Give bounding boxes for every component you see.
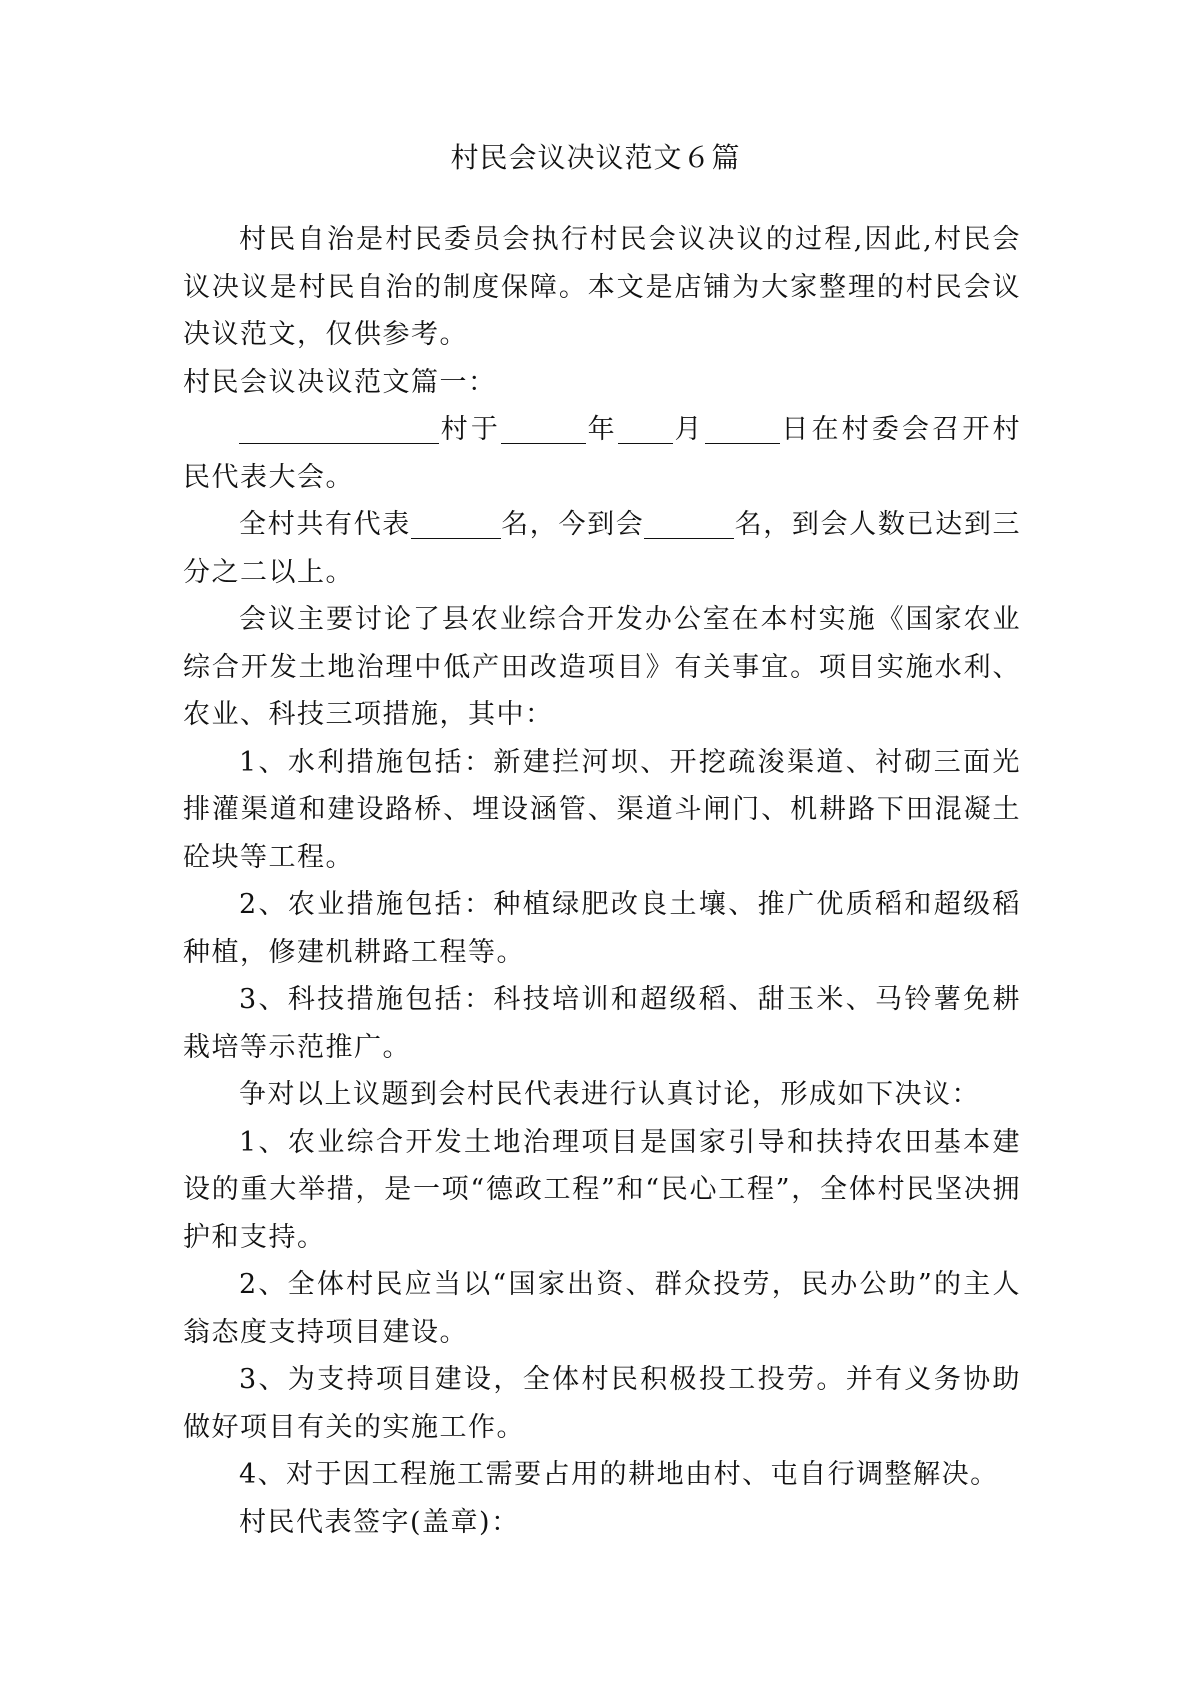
year-label: 年 <box>586 414 618 445</box>
day-blank <box>705 413 780 444</box>
resolution-item: 3、为支持项目建设，全体村民积极投工投劳。并有义务协助做好项目有关的实施工作。 <box>183 1364 1021 1443</box>
present-representatives-blank <box>644 508 734 539</box>
section-heading: 村民会议决议范文篇一： <box>183 366 497 398</box>
meeting-paragraph <box>183 406 1021 501</box>
resolution-item: 4、对于因工程施工需要占用的耕地由村、屯自行调整解决。 <box>239 1459 999 1490</box>
document-title: 村民会议决议范文６篇 <box>450 141 741 174</box>
attendance-prefix: 全村共有代表 <box>239 509 411 540</box>
measure-item: 1、水利措施包括：新建拦河坝、开挖疏浚渠道、衬砌三面光排灌渠道和建设路桥、埋设涵管、渠道斗闸门、机耕路下田混凝土砼块等工程。 <box>183 746 1021 873</box>
document-body <box>183 216 1021 1546</box>
measure-item: 3、科技措施包括：科技培训和超级稻、甜玉米、马铃薯免耕栽培等示范推广。 <box>183 984 1021 1063</box>
discussion-paragraph: 会议主要讨论了县农业综合开发办公室在本村实施《国家农业综合开发土地治理中低产田改造项目》有关事宜。项目实施水利、农业、科技三项措施，其中： <box>183 604 1021 730</box>
village-suffix: 村于 <box>439 414 501 445</box>
attendance-paragraph <box>183 501 1021 596</box>
attendance-suffix: 名，到会人数已达到三分之二以上。 <box>183 509 1022 588</box>
intro-paragraph: 村民自治是村民委员会执行村民会议决议的过程,因此,村民会议决议是村民自治的制度保障。本文是店铺为大家整理的村民会议决议范文，仅供参考。 <box>183 224 1021 350</box>
resolution-intro: 争对以上议题到会村民代表进行认真讨论，形成如下决议： <box>239 1079 980 1110</box>
resolution-item: 2、全体村民应当以“国家出资、群众投劳，民办公助”的主人翁态度支持项目建设。 <box>183 1269 1021 1348</box>
resolution-item: 1、农业综合开发土地治理项目是国家引导和扶持农田基本建设的重大举措，是一项“德政工程”和“民心工程”，全体村民坚决拥护和支持。 <box>183 1126 1021 1253</box>
village-name-blank <box>239 413 439 444</box>
attendance-mid: 名，今到会 <box>500 509 645 540</box>
month-blank <box>618 413 673 444</box>
signature-line: 村民代表签字(盖章)： <box>239 1506 520 1538</box>
month-label: 月 <box>672 414 705 445</box>
measure-item: 2、农业措施包括：种植绿肥改良土壤、推广优质稻和超级稻种植，修建机耕路工程等。 <box>183 889 1021 968</box>
year-blank <box>501 413 586 444</box>
total-representatives-blank <box>411 508 501 539</box>
day-and-meeting-text: 日在村委会召开村民代表大会。 <box>183 414 1022 493</box>
